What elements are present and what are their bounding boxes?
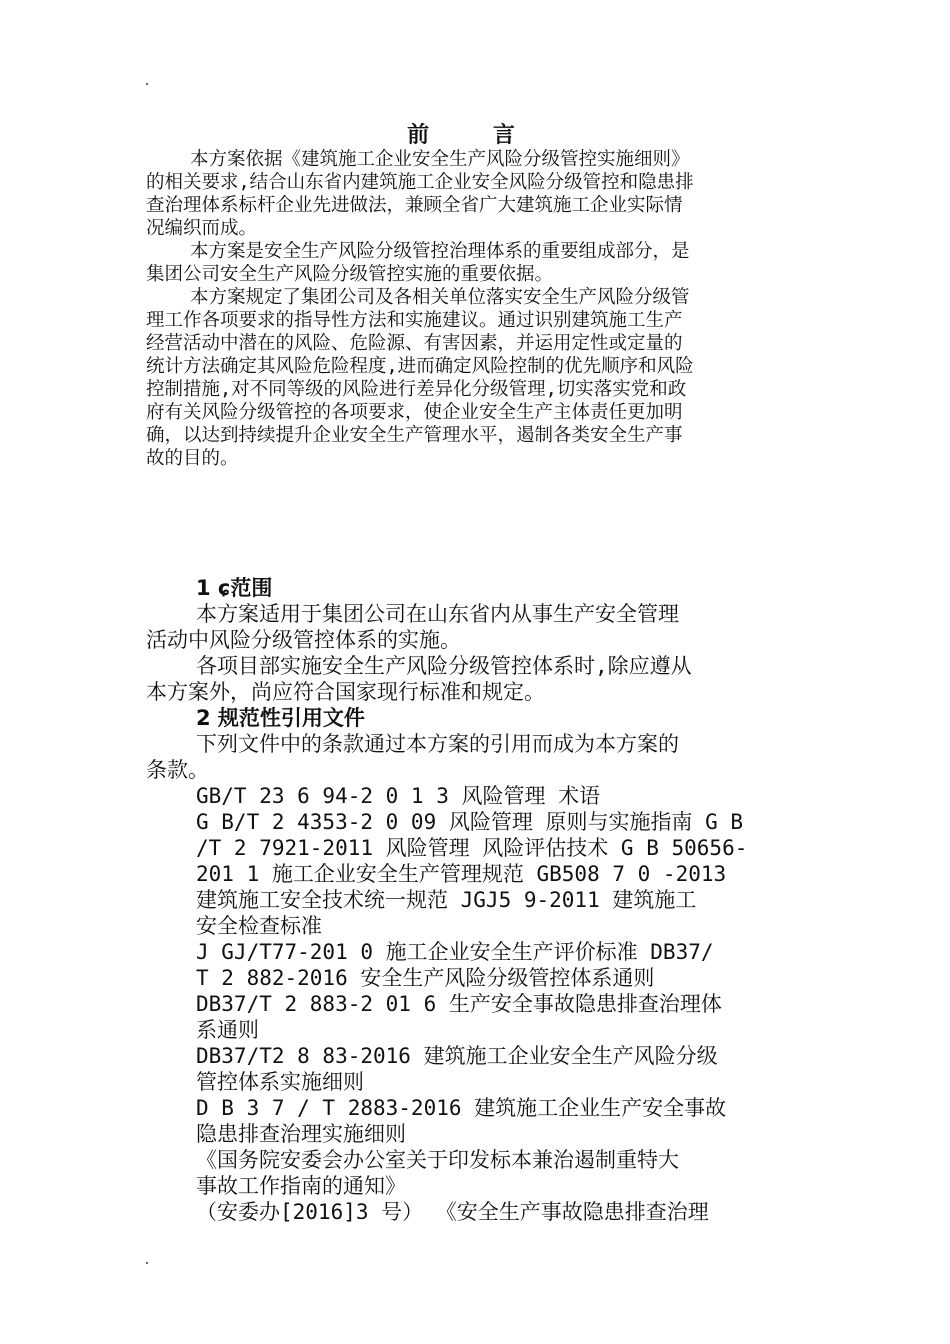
section-1-line: 本方案适用于集团公司在山东省内从事生产安全管理 xyxy=(196,602,679,626)
reference-line: 管控体系实施细则 xyxy=(196,1070,364,1094)
reference-line: 《国务院安委会办公室关于印发标本兼治遏制重特大 xyxy=(196,1148,679,1172)
reference-line: 隐患排查治理实施细则 xyxy=(196,1122,406,1146)
section-1-line: 本方案外，尚应符合国家现行标准和规定。 xyxy=(146,680,545,704)
reference-line: 系通则 xyxy=(196,1018,259,1042)
reference-line: 建筑施工安全技术统一规范 JGJ5 9-2011 建筑施工 xyxy=(196,888,697,912)
reference-line: GB/T 23 6 94-2 0 1 3 风险管理 术语 xyxy=(196,784,601,808)
reference-line: 事故工作指南的通知》 xyxy=(196,1174,406,1198)
reference-line: DB37/T2 8 83-2016 建筑施工企业安全生产风险分级 xyxy=(196,1044,718,1068)
page-marker-dot xyxy=(146,83,148,85)
preface-line: 统计方法确定其风险危险程度,进而确定风险控制的优先顺序和风险 xyxy=(146,356,694,377)
reference-line: 201 1 施工企业安全生产管理规范 GB508 7 0 -2013 xyxy=(196,862,727,886)
preface-line: 本方案依据《建筑施工企业安全生产风险分级管控实施细则》 xyxy=(190,149,690,170)
preface-line: 府有关风险分级管控的各项要求，使企业安全生产主体责任更加明 xyxy=(146,402,683,423)
page-marker-dot xyxy=(146,1262,148,1264)
preface-line: 况编织而成。 xyxy=(146,218,258,239)
section-2-line: 条款。 xyxy=(146,758,209,782)
reference-line: T 2 882-2016 安全生产风险分级管控体系通则 xyxy=(196,966,655,990)
preface-line: 的相关要求,结合山东省内建筑施工企业安全风险分级管控和隐患排 xyxy=(146,172,694,193)
reference-line: （安委办[2016]3 号） 《安全生产事故隐患排查治理 xyxy=(196,1200,709,1224)
reference-line: G B/T 2 4353-2 0 09 风险管理 原则与实施指南 G B xyxy=(196,810,744,834)
reference-line: /T 2 7921-2011 风险管理 风险评估技术 G B 50656- xyxy=(196,836,748,860)
section-1-line: 各项目部实施安全生产风险分级管控体系时,除应遵从 xyxy=(196,654,692,678)
preface-title: 前 言 xyxy=(407,122,543,148)
preface-line: 理工作各项要求的指导性方法和实施建议。通过识别建筑施工生产 xyxy=(146,310,683,331)
section-2-line: 下列文件中的条款通过本方案的引用而成为本方案的 xyxy=(196,732,679,756)
reference-line: DB37/T 2 883-2 01 6 生产安全事故隐患排查治理体 xyxy=(196,992,722,1016)
section-1-line: 活动中风险分级管控体系的实施。 xyxy=(146,628,461,652)
reference-line: D B 3 7 / T 2883-2016 建筑施工企业生产安全事故 xyxy=(196,1096,727,1120)
preface-line: 本方案规定了集团公司及各相关单位落实安全生产风险分级管 xyxy=(190,287,690,308)
preface-line: 故的目的。 xyxy=(146,448,239,469)
preface-line: 查治理体系标杆企业先进做法，兼顾全省广大建筑施工企业实际情 xyxy=(146,195,683,216)
section-2-heading: 2 规范性引用文件 xyxy=(196,706,365,730)
reference-line: J GJ/T77-201 0 施工企业安全生产评价标准 DB37/ xyxy=(196,940,714,964)
preface-line: 集团公司安全生产风险分级管控实施的重要依据。 xyxy=(146,264,554,285)
reference-line: 安全检查标准 xyxy=(196,914,322,938)
preface-line: 经营活动中潜在的风险、危险源、有害因素，并运用定性或定量的 xyxy=(146,333,683,354)
preface-line: 本方案是安全生产风险分级管控治理体系的重要组成部分，是 xyxy=(190,241,690,262)
preface-line: 控制措施,对不同等级的风险进行差异化分级管理,切实落实党和政 xyxy=(146,379,687,400)
preface-line: 确，以达到持续提升企业安全生产管理水平，遏制各类安全生产事 xyxy=(146,425,683,446)
section-1-heading: 1 ɕ范围 xyxy=(196,576,273,600)
